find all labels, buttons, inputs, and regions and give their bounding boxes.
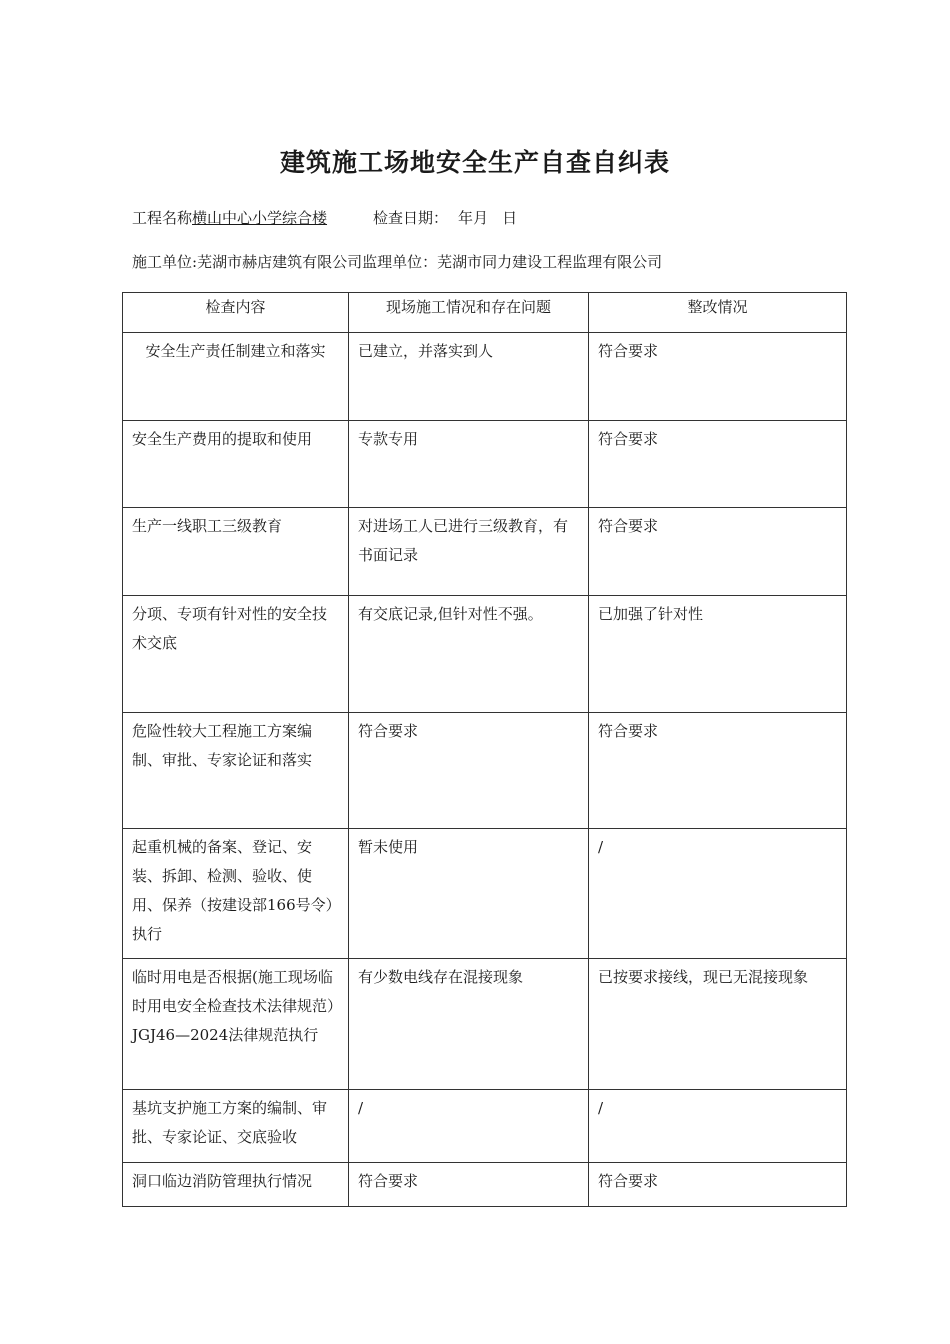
row-fix: 符合要求: [589, 1163, 847, 1207]
date-day: 日: [502, 209, 518, 227]
row-item: 安全生产费用的提取和使用: [123, 421, 349, 508]
table-row: [123, 829, 847, 959]
row-status: 对进场工人已进行三级教育，有书面记录: [349, 508, 589, 596]
row-fix: /: [589, 1090, 847, 1163]
table-row: [123, 596, 847, 713]
date-month: 月: [473, 209, 489, 227]
table-row: [123, 1163, 847, 1207]
row-item: 起重机械的备案、登记、安装、拆卸、检测、验收、使用、保养（按建设部166号令）执行: [123, 829, 349, 959]
supervision-label: 监理单位：: [362, 253, 438, 271]
project-name: 横山中心小学综合楼: [192, 209, 328, 227]
row-fix: 符合要求: [589, 508, 847, 596]
row-fix: 符合要求: [589, 713, 847, 829]
project-line: [132, 207, 517, 228]
construction-label: 施工单位:: [132, 253, 198, 271]
row-status: 有交底记录,但针对性不强。: [349, 596, 589, 713]
table-row: [123, 1090, 847, 1163]
row-item: 分项、专项有针对性的安全技术交底: [123, 596, 349, 713]
supervision-unit: 芜湖市同力建设工程监理有限公司: [437, 253, 663, 271]
header-rectification: 整改情况: [589, 293, 847, 333]
row-status: /: [349, 1090, 589, 1163]
row-status: 符合要求: [349, 1163, 589, 1207]
unit-line: [132, 251, 662, 272]
table-row: [123, 508, 847, 596]
row-fix: 符合要求: [589, 421, 847, 508]
project-label: 工程名称: [132, 209, 193, 227]
header-site-status: 现场施工情况和存在问题: [349, 293, 589, 333]
row-fix: 已按要求接线，现已无混接现象: [589, 959, 847, 1090]
date-label: 检查日期：: [373, 209, 449, 227]
date-year: 年: [458, 209, 474, 227]
row-item: 临时用电是否根据(施工现场临时用电安全检查技术法律规范）JGJ46—2024法律规范执行: [123, 959, 349, 1090]
table-row: [123, 713, 847, 829]
row-item: 洞口临边消防管理执行情况: [123, 1163, 349, 1207]
row-status: 有少数电线存在混接现象: [349, 959, 589, 1090]
row-status: 符合要求: [349, 713, 589, 829]
row-fix: 已加强了针对性: [589, 596, 847, 713]
table-row: [123, 959, 847, 1090]
row-status: 已建立，并落实到人: [349, 333, 589, 421]
row-fix: /: [589, 829, 847, 959]
row-item: 安全生产责任制建立和落实: [123, 333, 349, 421]
header-check-content: 检查内容: [123, 293, 349, 333]
table-row: [123, 333, 847, 421]
row-fix: 符合要求: [589, 333, 847, 421]
table-header-row: [123, 293, 847, 333]
row-status: 专款专用: [349, 421, 589, 508]
row-item: 基坑支护施工方案的编制、审批、专家论证、交底验收: [123, 1090, 349, 1163]
inspection-table: [122, 292, 847, 1207]
table-row: [123, 421, 847, 508]
row-item: 生产一线职工三级教育: [123, 508, 349, 596]
page-title: 建筑施工场地安全生产自查自纠表: [279, 148, 670, 177]
row-status: 暂未使用: [349, 829, 589, 959]
construction-unit: 芜湖市赫店建筑有限公司: [197, 253, 363, 271]
row-item: 危险性较大工程施工方案编制、审批、专家论证和落实: [123, 713, 349, 829]
